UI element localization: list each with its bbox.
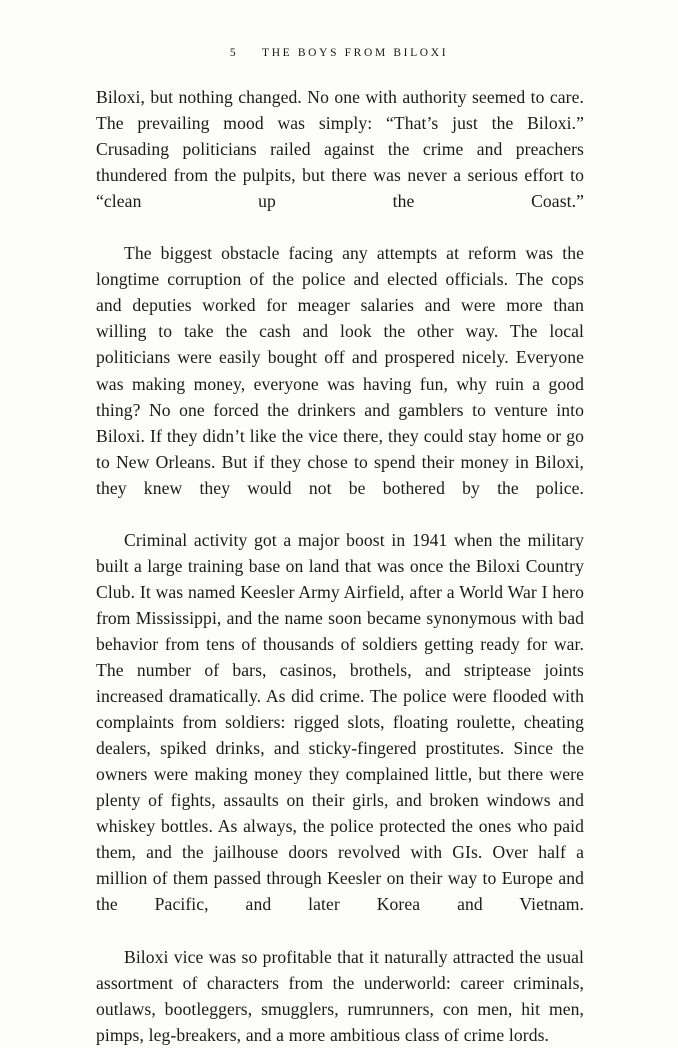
page-number: 5 <box>229 47 237 59</box>
paragraph-2: The biggest obstacle facing any attempts at reform was the longtime corruption of the police and elected officials. The cops and deputies worked for meager salaries and were more than willing to take the cash and look the other way. The local politicians were easily bought off and prospered nicely. Everyone was making money, everyone was having fun, why ruin a good thing? No one forced the drinkers and gamblers to venture into Biloxi. If they didn’t like the vice there, they could stay home or go to New Orleans. But if they chose to spend their money in Biloxi, they knew they would not be bothered by the police. <box>96 243 584 498</box>
book-title: THE BOYS FROM BILOXI <box>262 47 449 59</box>
body-text-block <box>96 84 584 1048</box>
paragraph-4: Biloxi vice was so profitable that it naturally attracted the usual assortment of characters from the underworld: career criminals, outlaws, bootleggers, smugglers, rumrunners, con men, hit men, pimps, leg-breakers, and a more ambitious class of crime lords. <box>96 946 584 1045</box>
paragraph-3: Criminal activity got a major boost in 1941 when the military built a large training base on land that was once the Biloxi Country Club. It was named Keesler Army Airfield, after a World War I hero from Mississippi, and the name soon became synonymous with bad behavior from tens of thousands of soldiers getting ready for war. The number of bars, casinos, brothels, and striptease joints increased dramatically. As did crime. The police were flooded with complaints from soldiers: rigged slots, floating roulette, cheating dealers, spiked drinks, and sticky-fingered prostitutes. Since the owners were making money they complained little, but there were plenty of fights, assaults on their girls, and broken windows and whiskey bottles. As always, the police protected the ones who paid them, and the jailhouse doors revolved with GIs. Over half a million of them passed through Keesler on their way to Europe and the Pacific, and later Korea and Vietnam. <box>96 529 584 915</box>
paragraph-1: Biloxi, but nothing changed. No one with authority seemed to care. The prevailing mood was simply: “That’s just the Biloxi.” Crusading politicians railed against the crime and preachers thundered from the pulpits, but there was never a serious effort to “clean up the Coast.” <box>96 87 584 212</box>
running-head <box>0 46 678 60</box>
